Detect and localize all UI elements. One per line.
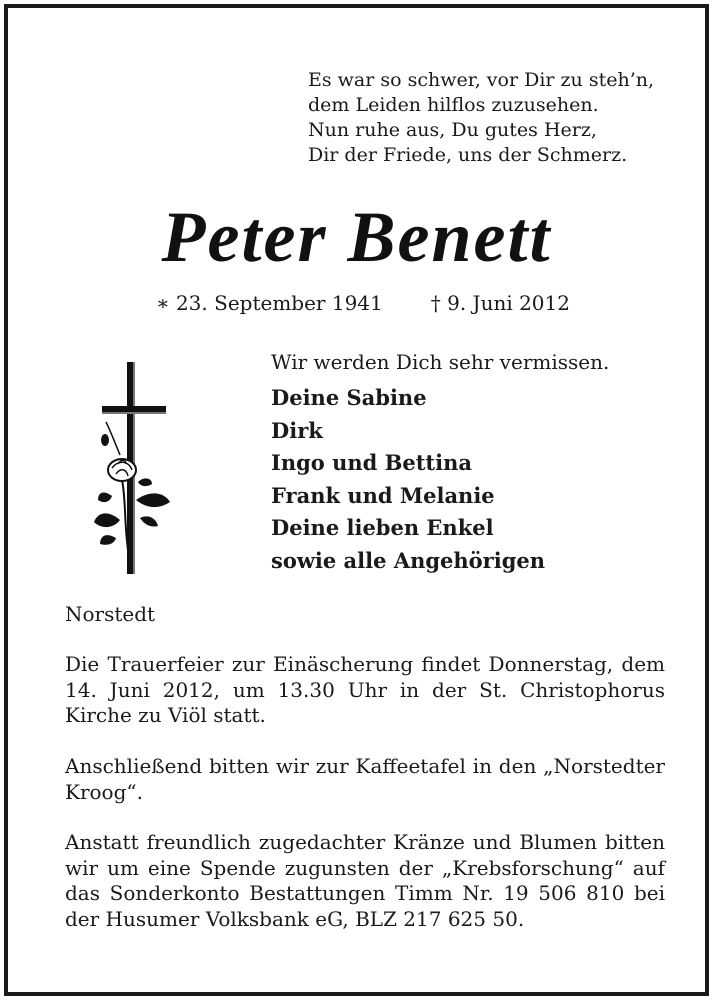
donation-paragraph: Anstatt freundlich zugedachter Kränze und Blumen bitten wir um eine Spende zugunsten der „Krebsforschung“ auf das Sonderkonto Bestattungen Timm Nr. 19 506 810 bei der Husumer Volksbank eG, BLZ 217 625 50.: [65, 830, 665, 931]
family-member: Deine Sabine: [271, 385, 427, 410]
poem-line: dem Leiden hilflos zuzusehen.: [308, 94, 599, 116]
reception-paragraph: Anschließend bitten wir zur Kaffeetafel in den „Norstedter Kroog“.: [65, 754, 665, 804]
farewell-line: Wir werden Dich sehr vermissen.: [271, 350, 610, 374]
cross-with-rose-icon: [92, 360, 182, 580]
poem: [308, 68, 654, 168]
family-signatures: [271, 350, 609, 577]
birth-date: ∗ 23. September 1941: [156, 291, 383, 315]
obituary-frame: [4, 4, 709, 996]
poem-line: Es war so schwer, vor Dir zu steh’n,: [308, 69, 655, 91]
deceased-name: Peter Benett: [161, 197, 552, 277]
family-member: Frank und Melanie: [271, 482, 495, 508]
poem-line: Nun ruhe aus, Du gutes Herz,: [308, 119, 597, 141]
place-name: Norstedt: [65, 602, 156, 626]
family-member: Deine lieben Enkel: [271, 515, 494, 540]
family-member: Dirk: [271, 417, 323, 443]
family-member: sowie alle Angehörigen: [271, 547, 546, 573]
death-date: † 9. Juni 2012: [430, 291, 570, 315]
funeral-info-paragraph: Die Trauerfeier zur Einäscherung findet Donnerstag, dem 14. Juni 2012, um 13.30 Uhr in der St. Christophorus Kirche zu Viöl statt.: [65, 652, 665, 727]
poem-line: Dir der Friede, uns der Schmerz.: [308, 144, 628, 166]
life-dates: [156, 291, 570, 315]
family-member: Ingo und Bettina: [271, 450, 472, 475]
